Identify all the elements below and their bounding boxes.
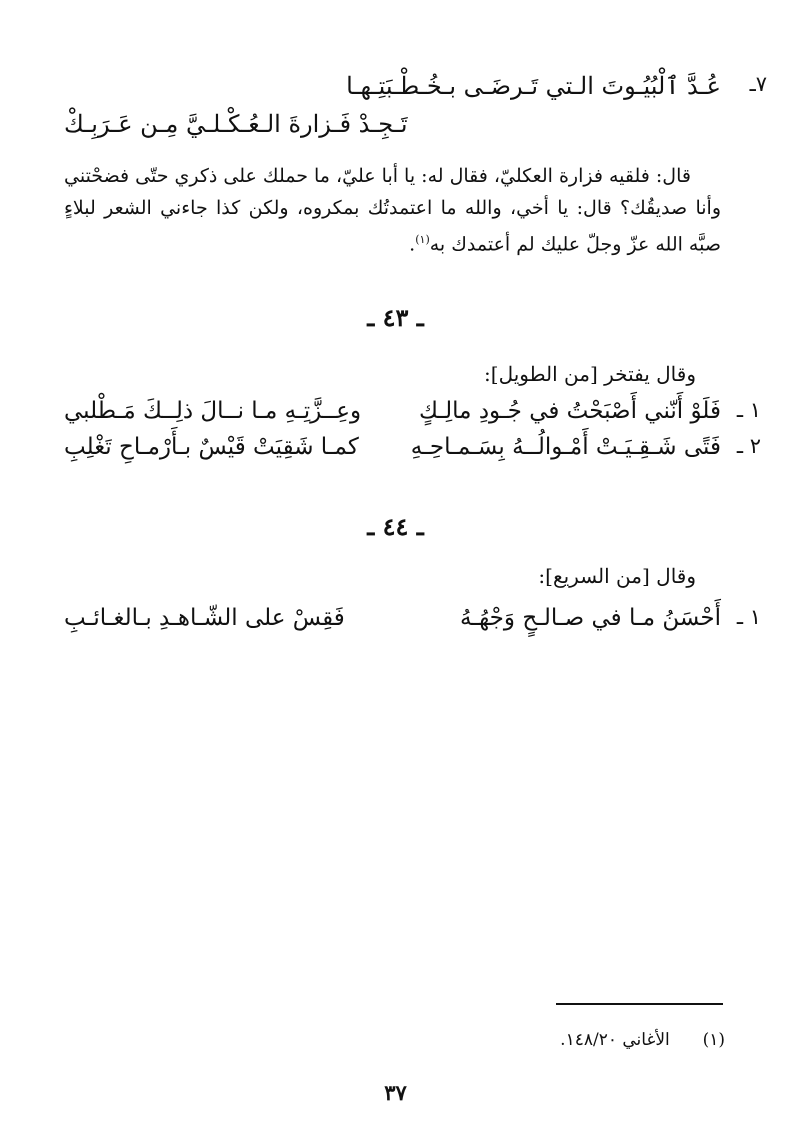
section-44-intro: وقال [من السريع]: (538, 564, 696, 588)
verse-hemistich-second: فَقِسْ على الشّـاهـدِ بـالغـائـبِ (64, 605, 345, 631)
prose-end: . (409, 233, 416, 256)
verse-hemistich-second: وعِــزَّتِـهِ مـا نــالَ ذلِــكَ مَـطْلبي (64, 398, 362, 424)
verse-hemistich-first: فَتًى شَـقِـيَـتْ أَمْـوالُــهُ بِسَـمـاحِـهِ (410, 434, 721, 460)
prose-text: قال: فلقيه فزارة العكليّ، فقال له: يا أبا عليّ، ما حملك على ذكري حتّى فضحْتني وأنا صديقُك؟ قال: يا أخي، والله ما اعتمدتُك بمكروه، ولكن كذا جاءني الشعر لبلاءٍ صبَّه الله عزّ وجلّ عليك لم أعتمدك به (64, 165, 721, 256)
verse-hemistich-first: عُـدَّ ٱلْبُيُـوتَ الـتي تَـرضَـى بـخُـطْـبَتِـهـا (346, 72, 721, 100)
verse-7 (64, 72, 767, 108)
verse-hemistich-first: فَلَوْ أَنّني أَصْبَحْتُ في جُـودِ مالِـكٍ (419, 398, 721, 424)
footnote-divider (556, 1003, 723, 1005)
page-number: ٣٧ (384, 1080, 407, 1105)
verse-number: ١ ـ (736, 605, 761, 629)
verse-row (64, 605, 761, 641)
verse-row (64, 434, 761, 470)
section-43-intro: وقال يفتخر [من الطويل]: (484, 362, 696, 386)
prose-paragraph (64, 160, 721, 260)
footnote-ref: (١) (415, 233, 430, 246)
verse-row (64, 398, 761, 434)
footnote-text: الأغاني ١٤٨/٢٠. (560, 1030, 670, 1050)
verse-7-second-line (64, 110, 721, 146)
footnote (560, 1030, 725, 1050)
verse-number: ٢ ـ (736, 434, 761, 458)
verse-hemistich-first: أَحْسَنُ مـا في صـالـحٍ وَجْهُـهُ (460, 605, 721, 631)
verse-hemistich-second: كمـا شَقِيَتْ قَيْسٌ بـأَرْمـاحِ تَغْلِبِ (64, 434, 359, 460)
verse-number: ١ ـ (736, 398, 761, 422)
section-number-44: ـ ٤٤ ـ (367, 512, 424, 541)
section-number-43: ـ ٤٣ ـ (367, 303, 424, 332)
verse-hemistich-second: تَـجِـدْ فَـزارةَ الـعُـكْـلـيَّ مِـن عَـرَبِـكْ (64, 110, 408, 138)
footnote-number: (١) (702, 1030, 725, 1050)
verse-number: ٧ـ (749, 72, 767, 96)
